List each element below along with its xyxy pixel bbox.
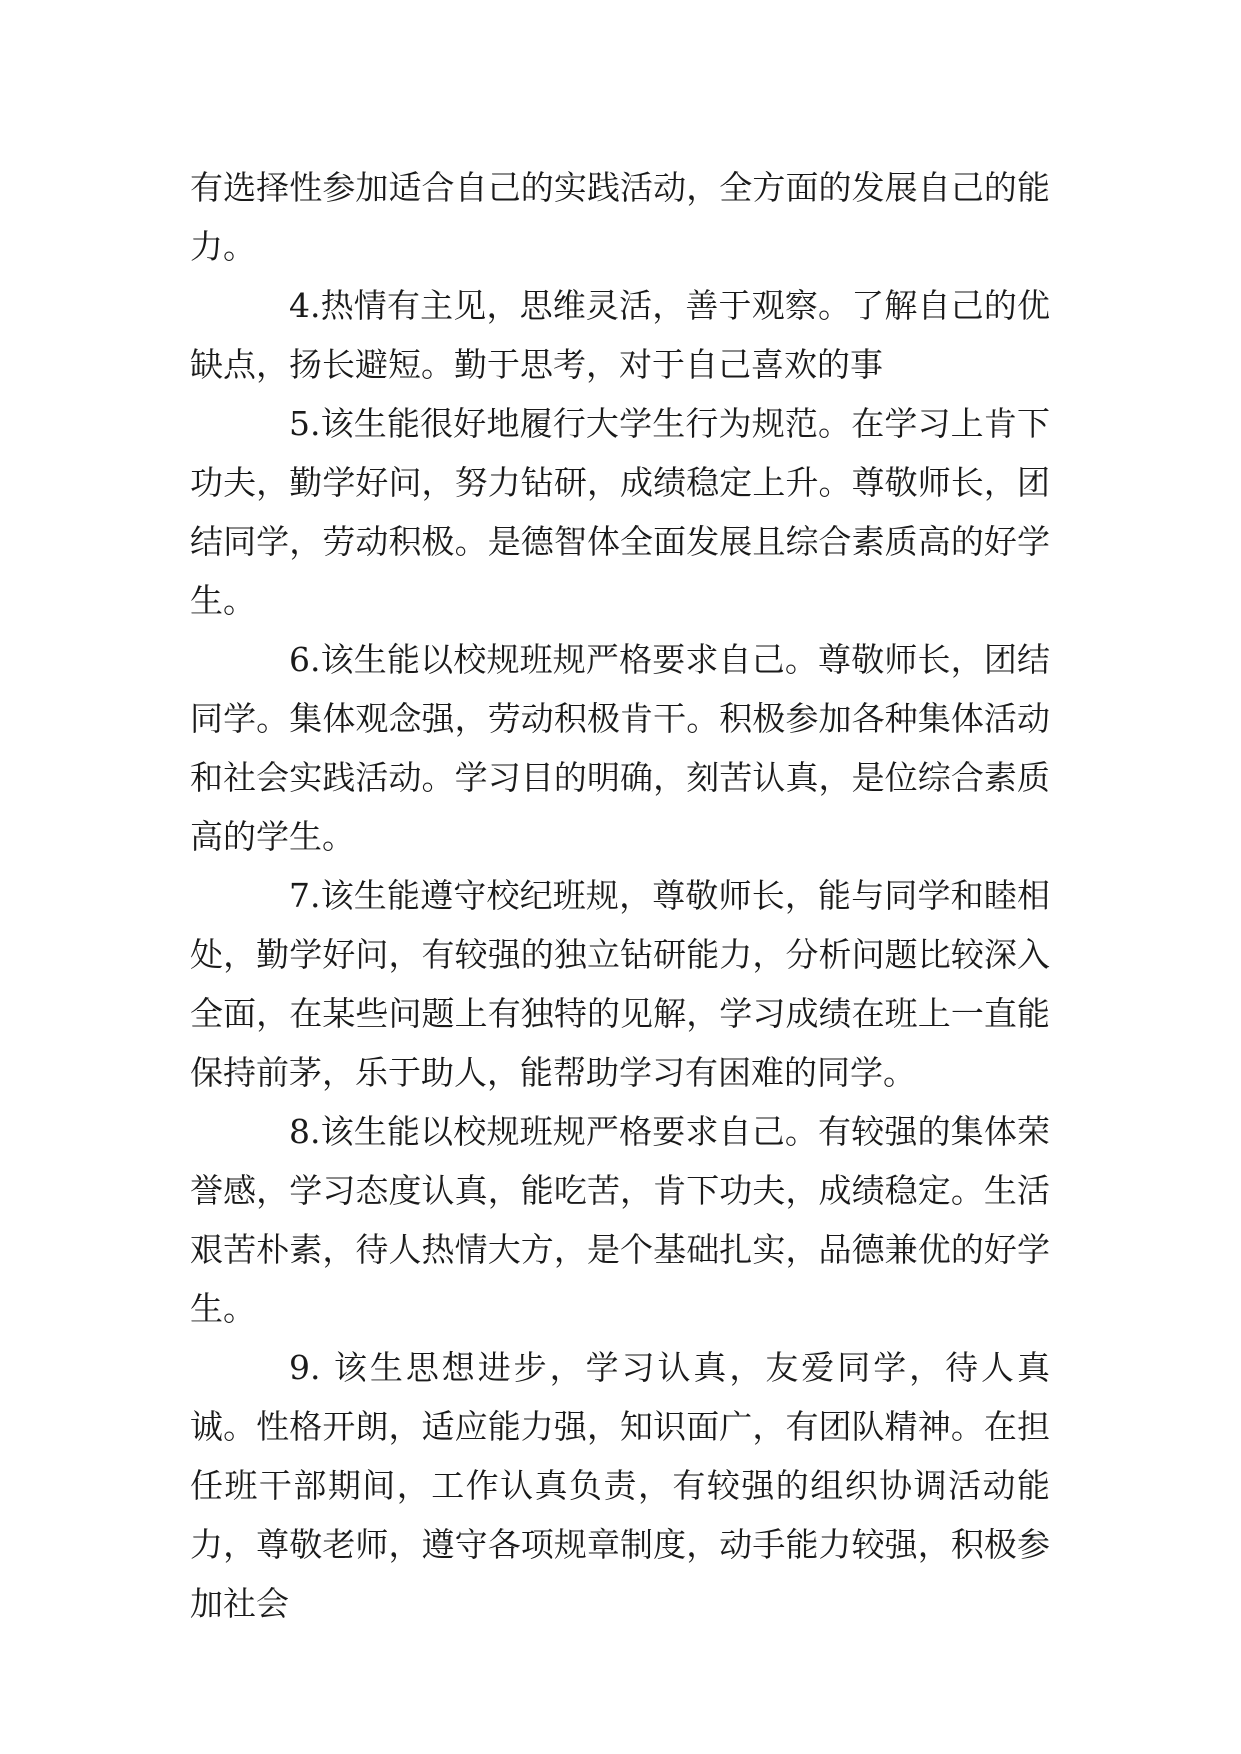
paragraph-item-4: 4.热情有主见，思维灵活，善于观察。了解自己的优缺点，扬长避短。勤于思考，对于自己喜欢的事	[190, 286, 1050, 384]
paragraph-item-5: 5.该生能很好地履行大学生行为规范。在学习上肯下功夫，勤学好问，努力钻研，成绩稳定上升。尊敬师长，团结同学，劳动积极。是德智体全面发展且综合素质高的好学生。	[190, 404, 1050, 620]
paragraph-item-8: 8.该生能以校规班规严格要求自己。有较强的集体荣誉感，学习态度认真，能吃苦，肯下功夫，成绩稳定。生活艰苦朴素，待人热情大方，是个基础扎实，品德兼优的好学生。	[190, 1112, 1050, 1328]
paragraph-continued: 有选择性参加适合自己的实践活动，全方面的发展自己的能力。	[190, 168, 1050, 266]
paragraph-item-7: 7.该生能遵守校纪班规，尊敬师长，能与同学和睦相处，勤学好问，有较强的独立钻研能力，分析问题比较深入全面，在某些问题上有独特的见解，学习成绩在班上一直能保持前茅，乐于助人，能帮助学习有困难的同学。	[190, 876, 1050, 1092]
paragraph-item-9: 9. 该生思想进步，学习认真，友爱同学，待人真诚。性格开朗，适应能力强，知识面广，有团队精神。在担任班干部期间，工作认真负责，有较强的组织协调活动能力，尊敬老师，遵守各项规章制度，动手能力较强，积极参加社会	[190, 1348, 1050, 1623]
document-page	[190, 158, 1050, 1633]
paragraph-item-6: 6.该生能以校规班规严格要求自己。尊敬师长，团结同学。集体观念强，劳动积极肯干。积极参加各种集体活动和社会实践活动。学习目的明确，刻苦认真，是位综合素质高的学生。	[190, 640, 1050, 856]
